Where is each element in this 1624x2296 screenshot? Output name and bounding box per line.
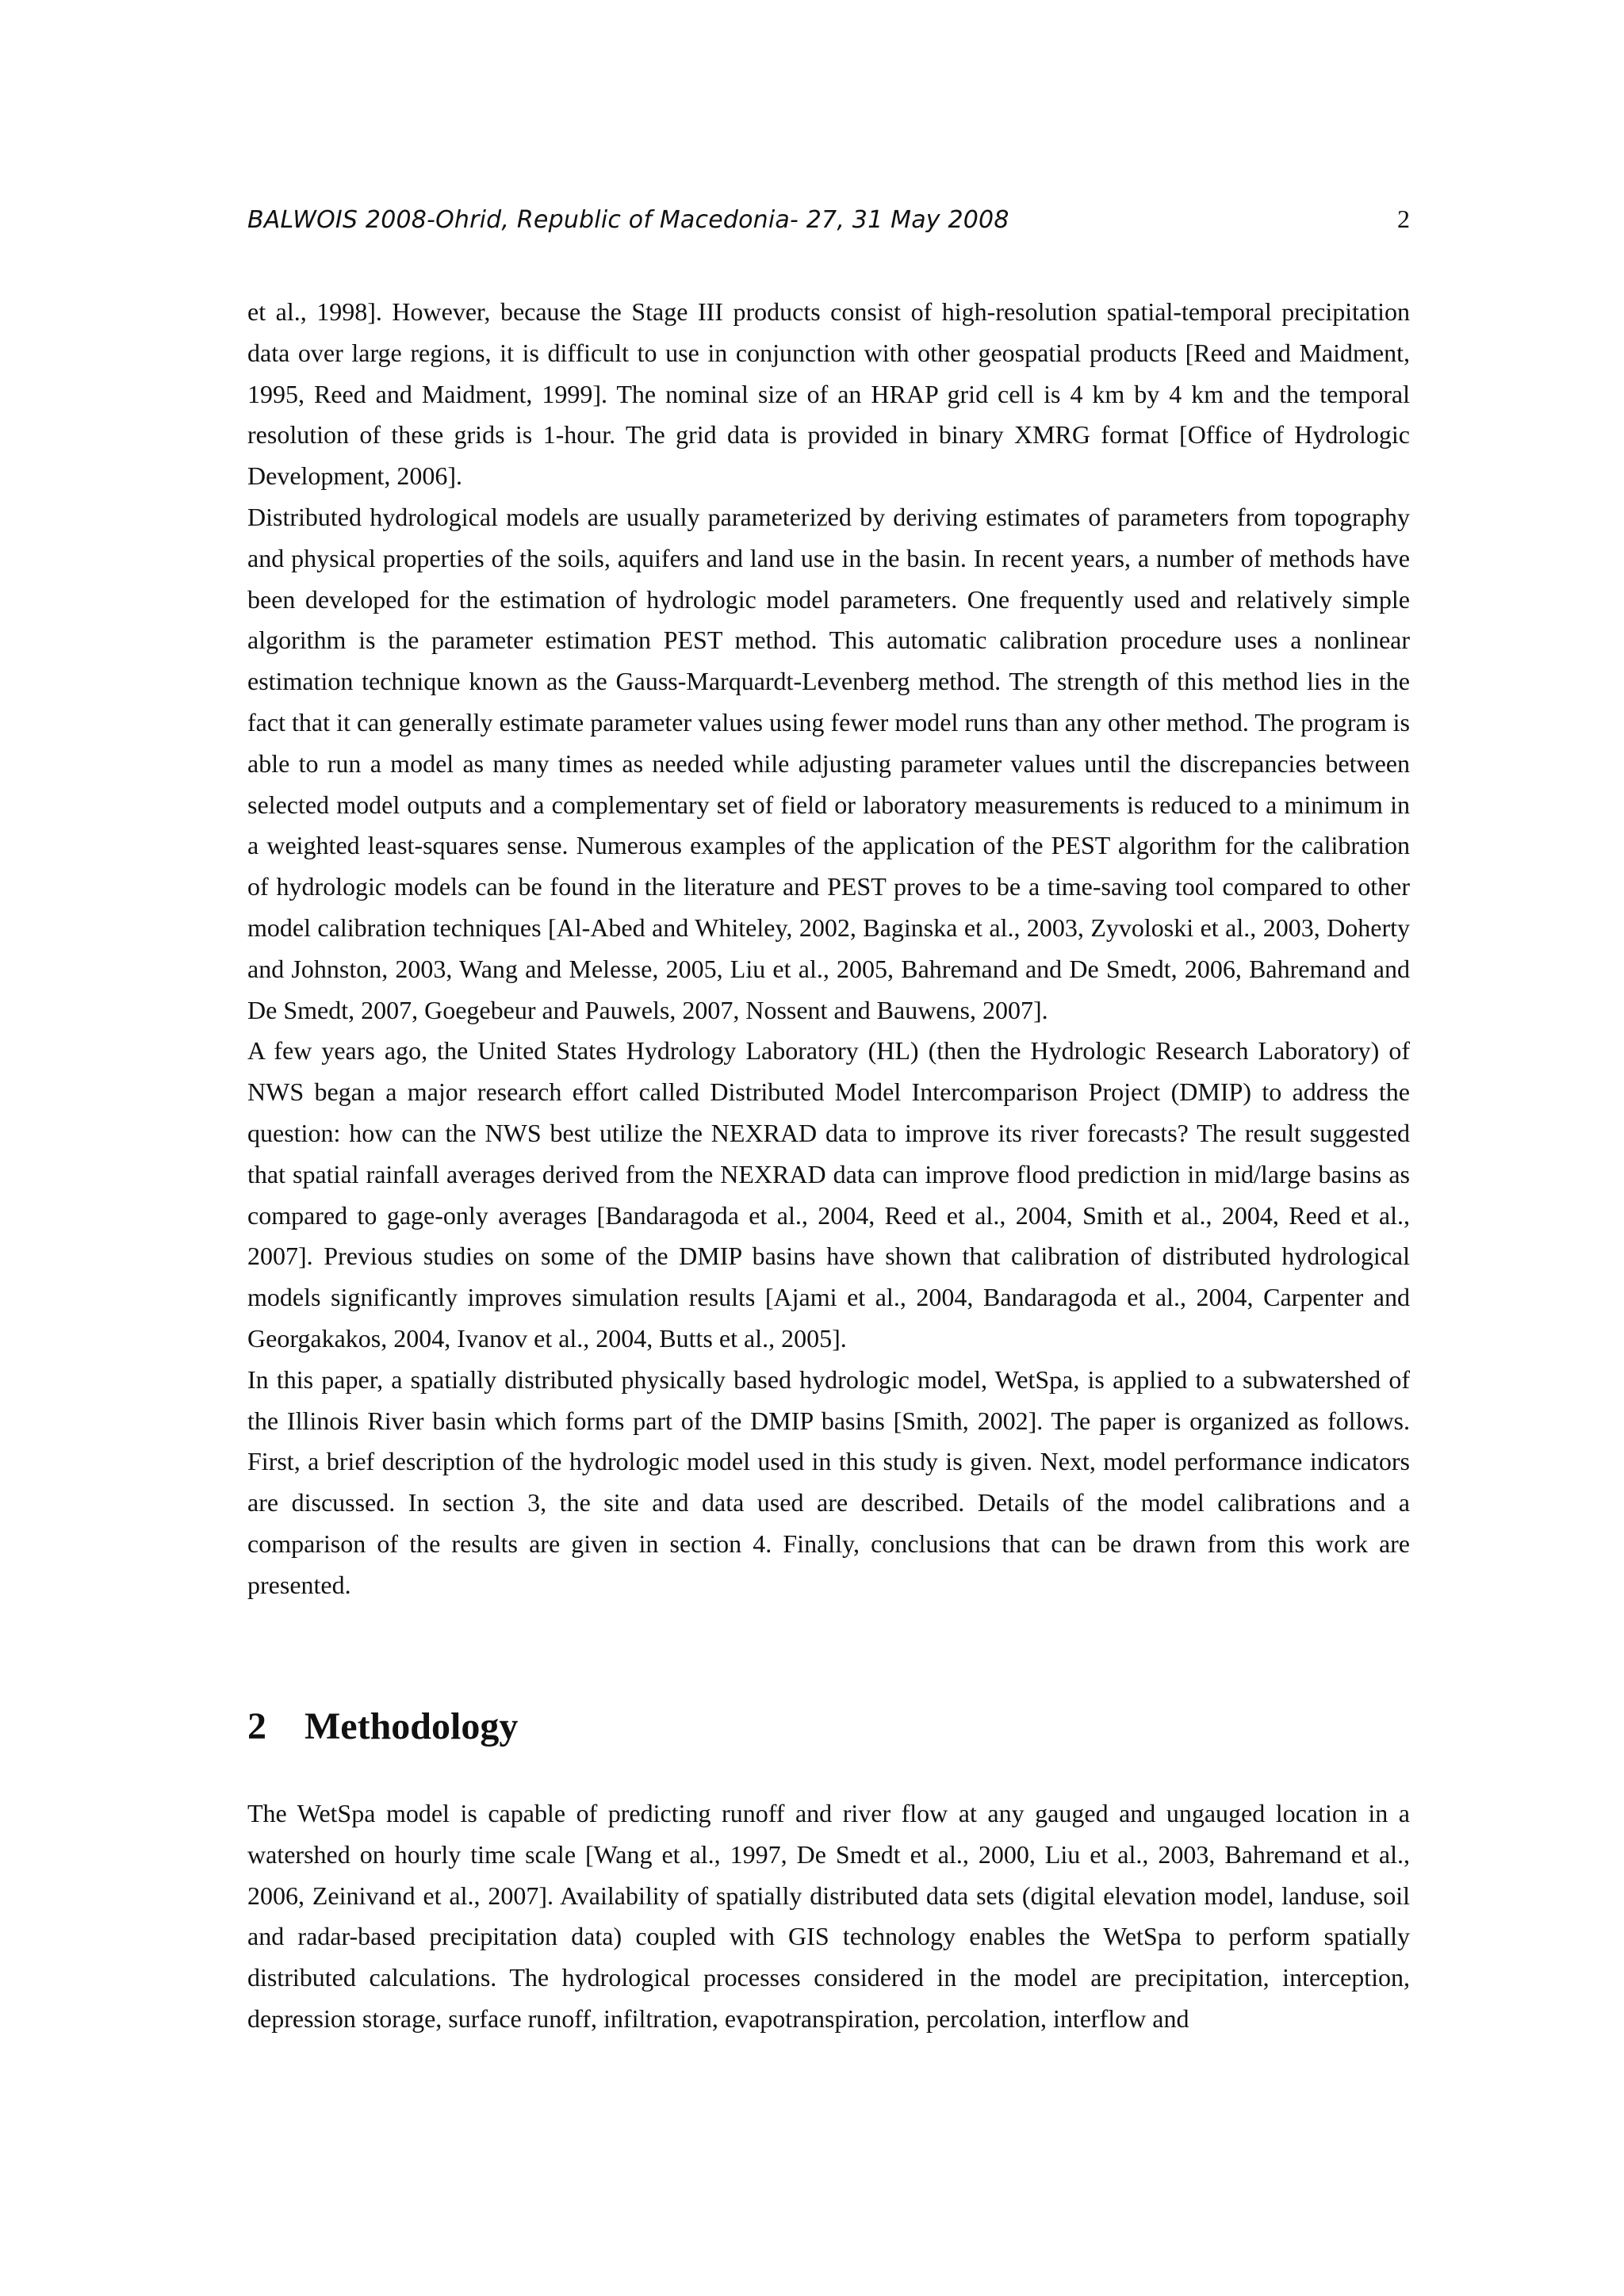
paragraph: A few years ago, the United States Hydrology Laboratory (HL) (then the Hydrologic Research Laboratory) of NWS began a major research effort called Distributed Model Intercomparison Project (DMIP) to address the question: how can the NWS best utilize the NEXRAD data to improve its river forecasts? The result suggested that spatial rainfall averages derived from the NEXRAD data can improve flood prediction in mid/large basins as compared to gage-only averages [Bandaragoda et al., 2004, Reed et al., 2004, Smith et al., 2004, Reed et al., 2007]. Previous studies on some of the DMIP basins have shown that calibration of distributed hydrological models significantly improves simulation results [Ajami et al., 2004, Bandaragoda et al., 2004, Carpenter and Georgakakos, 2004, Ivanov et al., 2004, Butts et al., 2005]. <box>247 1036 1410 1353</box>
section-body <box>247 1793 1410 2040</box>
paragraph: et al., 1998]. However, because the Stage III products consist of high-resolution spatial-temporal precipitation data over large regions, it is difficult to use in conjunction with other geospatial products [Reed and Maidment, 1995, Reed and Maidment, 1999]. The nominal size of an HRAP grid cell is 4 km by 4 km and the temporal resolution of these grids is 1-hour. The grid data is provided in binary XMRG format [Office of Hydrologic Development, 2006]. <box>247 297 1410 491</box>
section-heading <box>247 1705 1410 1748</box>
section-title: Methodology <box>304 1705 519 1747</box>
paragraph: In this paper, a spatially distributed physically based hydrologic model, WetSpa, is applied to a subwatershed of the Illinois River basin which forms part of the DMIP basins [Smith, 2002]. The paper is organized as follows. First, a brief description of the hydrologic model used in this study is given. Next, model performance indicators are discussed. In section 3, the site and data used are described. Details of the model calibrations and a comparison of the results are given in section 4. Finally, conclusions that can be drawn from this work are presented. <box>247 1364 1410 1599</box>
section-number: 2 <box>247 1705 266 1747</box>
journal-header-title: BALWOIS 2008-Ohrid, Republic of Macedonia- 27, 31 May 2008 <box>247 206 1009 234</box>
page-number: 2 <box>1397 205 1410 233</box>
body-text <box>247 292 1410 1606</box>
paragraph: Distributed hydrological models are usually parameterized by deriving estimates of parameters from topography and physical properties of the soils, aquifers and land use in the basin. In recent years, a number of methods have been developed for the estimation of hydrologic model parameters. One frequently used and relatively simple algorithm is the parameter estimation PEST method. This automatic calibration procedure uses a nonlinear estimation technique known as the Gauss-Marquardt-Levenberg method. The strength of this method lies in the fact that it can generally estimate parameter values using fewer model runs than any other method. The program is able to run a model as many times as needed while adjusting parameter values until the discrepancies between selected model outputs and a complementary set of field or laboratory measurements is reduced to a minimum in a weighted least-squares sense. Numerous examples of the application of the PEST algorithm for the calibration of hydrologic models can be found in the literature and PEST proves to be a time-saving tool compared to other model calibration techniques [Al-Abed and Whiteley, 2002, Baginska et al., 2003, Zyvoloski et al., 2003, Doherty and Johnston, 2003, Wang and Melesse, 2005, Liu et al., 2005, Bahremand and De Smedt, 2006, Bahremand and De Smedt, 2007, Goegebeur and Pauwels, 2007, Nossent and Bauwens, 2007]. <box>247 502 1410 1024</box>
paragraph: The WetSpa model is capable of predicting runoff and river flow at any gauged and ungauged location in a watershed on hourly time scale [Wang et al., 1997, De Smedt et al., 2000, Liu et al., 2003, Bahremand et al., 2006, Zeinivand et al., 2007]. Availability of spatially distributed data sets (digital elevation model, landuse, soil and radar-based precipitation data) coupled with GIS technology enables the WetSpa to perform spatially distributed calculations. The hydrological processes considered in the model are precipitation, interception, depression storage, surface runoff, infiltration, evapotranspiration, percolation, interflow and <box>247 1799 1410 2033</box>
running-header <box>247 205 1410 239</box>
